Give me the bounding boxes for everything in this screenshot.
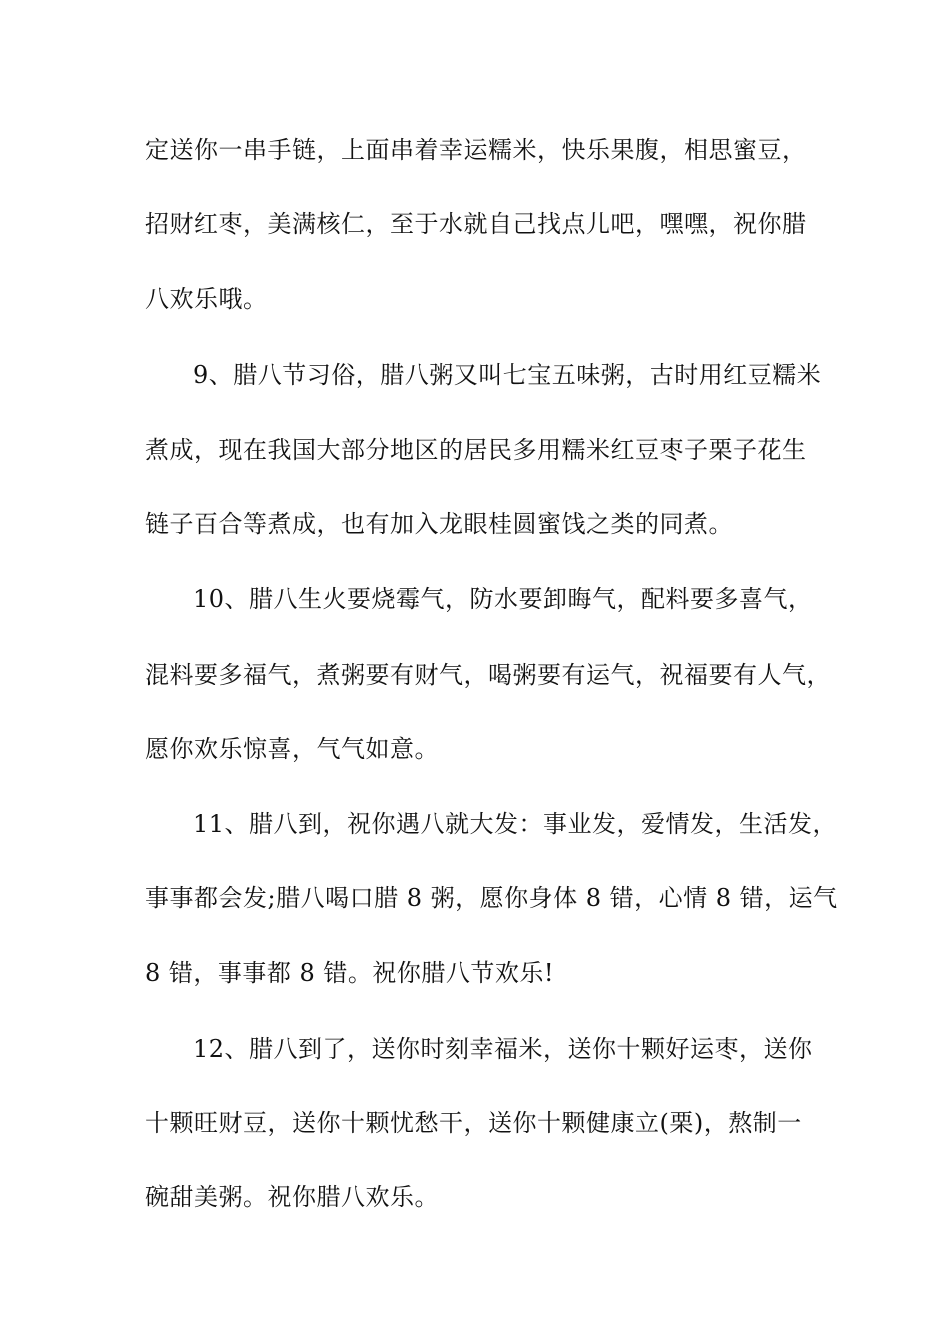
- text-line: 定送你一串手链，上面串着幸运糯米，快乐果腹，相思蜜豆，: [145, 136, 807, 164]
- text-line: 十颗旺财豆，送你十颗忧愁干，送你十颗健康立(栗)，熬制一: [145, 1109, 802, 1137]
- paragraph-12-first-line: 12、腊八到了，送你时刻幸福米，送你十颗好运枣，送你: [193, 1035, 813, 1063]
- text-line: 8 错，事事都 8 错。祝你腊八节欢乐!: [145, 959, 555, 987]
- text-line: 愿你欢乐惊喜，气气如意。: [145, 735, 439, 763]
- text-line: 招财红枣，美满核仁，至于水就自己找点儿吧，嘿嘿，祝你腊: [145, 210, 807, 238]
- paragraph-9-first-line: 9、腊八节习俗，腊八粥又叫七宝五味粥，古时用红豆糯米: [193, 361, 822, 389]
- paragraph-10-first-line: 10、腊八生火要烧霉气，防水要卸晦气，配料要多喜气，: [193, 585, 813, 613]
- text-line: 混料要多福气，煮粥要有财气，喝粥要有运气，祝福要有人气，: [145, 661, 831, 689]
- text-line: 煮成，现在我国大部分地区的居民多用糯米红豆枣子栗子花生: [145, 436, 807, 464]
- paragraph-11-first-line: 11、腊八到，祝你遇八就大发：事业发，爱情发，生活发，: [193, 810, 838, 838]
- text-line: 链子百合等煮成，也有加入龙眼桂圆蜜饯之类的同煮。: [145, 510, 733, 538]
- text-line: 八欢乐哦。: [145, 285, 268, 313]
- text-line: 碗甜美粥。祝你腊八欢乐。: [145, 1183, 439, 1211]
- text-line: 事事都会发;腊八喝口腊 8 粥，愿你身体 8 错，心情 8 错，运气: [145, 884, 838, 912]
